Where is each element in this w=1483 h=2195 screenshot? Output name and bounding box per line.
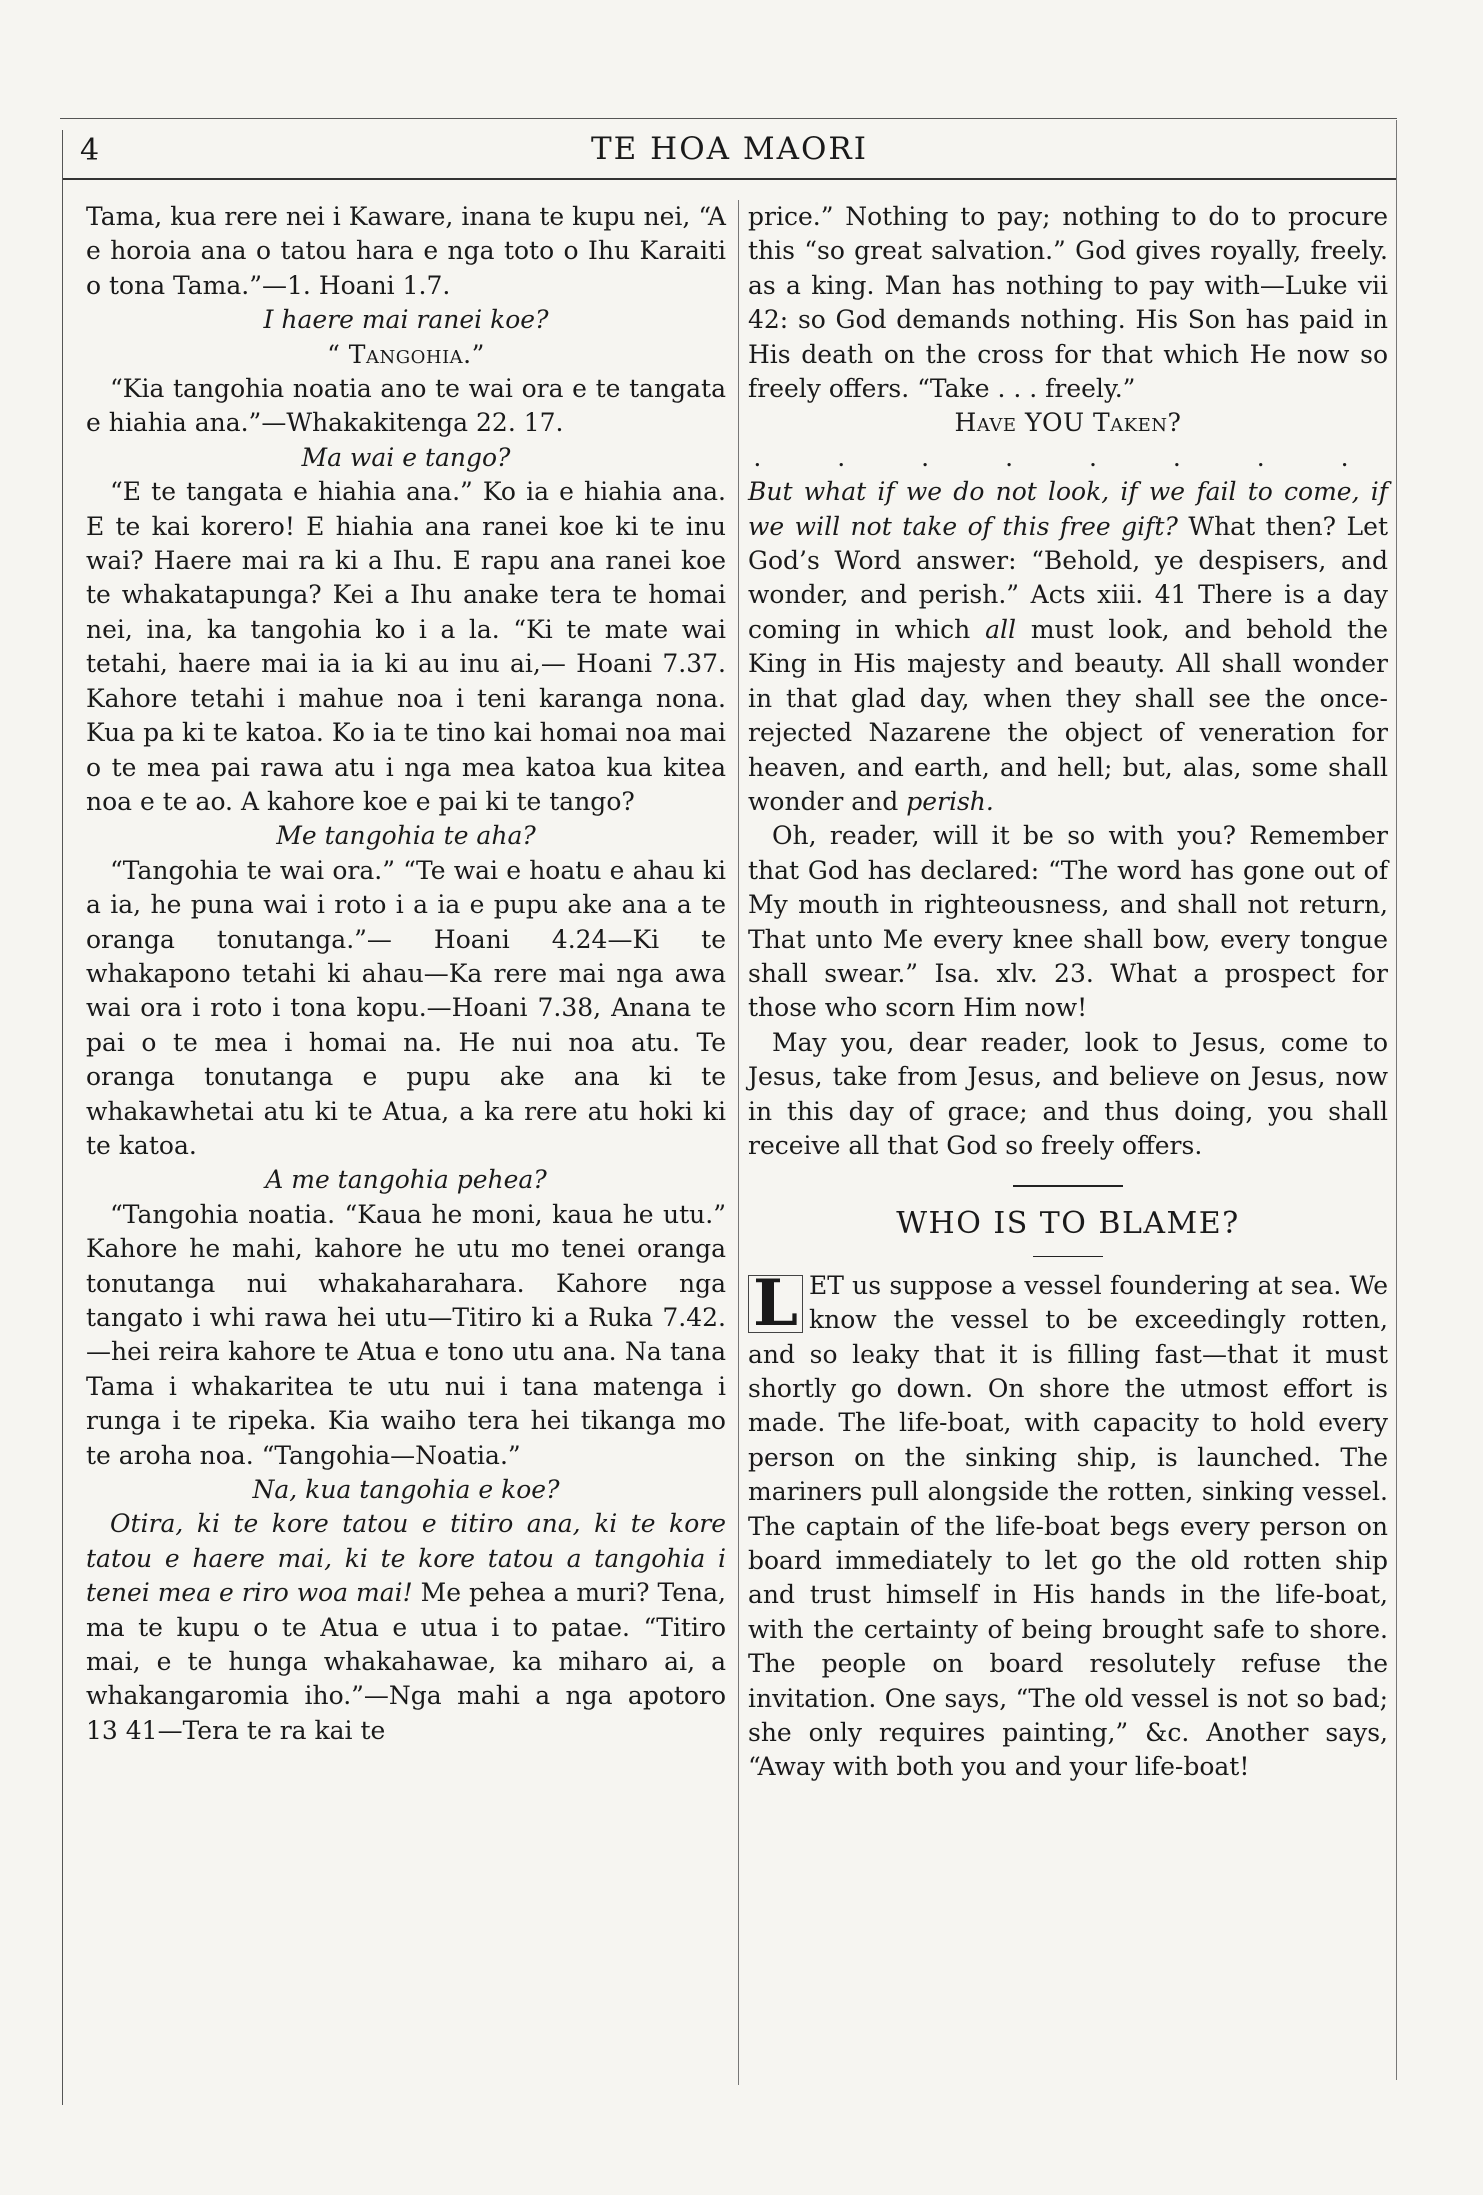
english-paragraph-2-rest: What then? Let God’s Word answer: “Behold, ye despisers, and wonder, and perish.” Acts xiii. 41 There is a day coming in which (748, 511, 1388, 644)
english-paragraph-5-text: ET us suppose a vessel foundering at sea. We know the vessel to be exceedingly rotten, and so leaky that it is filling fast—that it must shortly go down. On shore the utmost effort is made. The life-boat, with capacity to hold every person on the sinking ship, is launched. The mariners pull alongside the rotten, sinking vessel. The captain of the life-boat begs every person on board immediately to let go the old rotten ship and trust himself in His hands in the life-boat, with the certainty of being brought safe to shore. The people on board resolutely refuse the invitation. One says, “The old vessel is not so bad; she only requires painting,” &c. Another says, “Away with both you and your life-boat! (748, 1270, 1388, 1782)
left-column (86, 200, 726, 1748)
title-underline (1033, 1256, 1103, 1257)
english-paragraph-2-rest2: must look, and behold the King in His majesty and beauty. All shall wonder in that glad day, when they shall see the once-rejected Nazarene the object of veneration for heaven, and earth, and hell; but, alas, some shall wonder and (748, 614, 1388, 816)
maori-question-1: I haere mai ranei koe? (263, 305, 549, 335)
maori-paragraph-2: “Kia tangohia noatia ano te wai ora e te tangata e hiahia ana.”—Whakakitenga 22. 17. (86, 374, 726, 438)
maori-question-3: Me tangohia te aha? (276, 821, 536, 851)
subheading-have-you-taken: Have YOU Taken? (954, 408, 1182, 438)
left-margin-rule (62, 130, 63, 2105)
english-paragraph-5 (748, 1265, 1388, 1785)
english-paragraph-3: Oh, reader, will it be so with you? Remember that God has declared: “The word has gone out of My mouth in righteousness, and shall not return, That unto Me every knee shall bow, every tongue shall swear.” Isa. xlv. 23. What a prospect for those who scorn Him now! (748, 821, 1388, 1023)
running-title: TE HOA MAORI (591, 131, 868, 167)
maori-question-5: Na, kua tangohia e koe? (252, 1475, 560, 1505)
maori-paragraph-6-rest: Me pehea a muri? Tena, ma te kupu o te Atua e utua i to patae. “Titiro mai, e te hunga whakahawae, ka miharo ai, a whakangaromia iho.”—Nga mahi a nga apotoro 13 41—Tera te ra kai te (86, 1578, 726, 1745)
english-paragraph-2-italic: But what if we do not look, if we fail to come, if we will not take of this free gift? (748, 477, 1388, 541)
maori-subheading-tangohia: “ Tangohia.” (327, 339, 485, 369)
english-paragraph-4: May you, dear reader, look to Jesus, come to Jesus, take from Jesus, and believe on Jesus, now in this day of grace; and thus doing, you shall receive all that God so freely offers. (748, 1027, 1388, 1160)
english-paragraph-2 (748, 475, 1388, 819)
page-header (62, 125, 1397, 175)
top-border (60, 118, 1397, 119)
drop-cap-letter: L (748, 1275, 803, 1333)
column-divider (738, 200, 739, 2085)
maori-paragraph-3: “E te tangata e hiahia ana.” Ko ia e hiahia ana. E te kai korero! E hiahia ana ranei koe ki te inu wai? Haere mai ra ki a Ihu. E rapu ana ranei koe te whakatapunga? Kei a Ihu anake tera te homai nei, ina, ka tangohia ko i a la. “Ki te mate wai tetahi, haere mai ia ia ki au inu ai,— Hoani 7.37. Kahore tetahi i mahue noa i teni karanga nona. Kua pa ki te katoa. Ko ia te tino kai homai noa mai o te mea pai rawa atu i nga mea katoa kua kitea noa e te ao. A kahore koe e pai ki te tango? (86, 477, 726, 816)
english-paragraph-1: price.” Nothing to pay; nothing to do to procure this “so great salvation.” God gives royally, freely. as a king. Man has nothing to pay with—Luke vii 42: so God demands nothing. His Son has paid in His death on the cross for that which He now so freely offers. “Take . . . freely.” (748, 202, 1388, 404)
english-paragraph-2-all: all (985, 614, 1016, 644)
right-margin-rule (1396, 120, 1397, 2080)
header-rule (62, 178, 1397, 180)
maori-question-2: Ma wai e tango? (301, 442, 511, 472)
article-title-who-is-to-blame: WHO IS TO BLAME? (896, 1206, 1240, 1242)
maori-paragraph-6-italic: Otira, ki te kore tatou e titiro ana, ki te kore tatou e haere mai, ki te kore tatou a tangohia i tenei mea e riro woa mai! (86, 1509, 726, 1608)
maori-question-4: A me tangohia pehea? (265, 1165, 547, 1195)
right-column (748, 200, 1388, 1785)
maori-paragraph-5: “Tangohia noatia. “Kaua he moni, kaua he utu.” Kahore he mahi, kahore he utu mo tenei oranga tonutanga nui whakaharahara. Kahore nga tangato i whi rawa hei utu—Titiro ki a Ruka 7.42.—hei reira kahore te Atua e tono utu ana. Na tana Tama i whakaritea te utu nui i tana matenga i runga i te ripeka. Kia waiho tera hei tikanga mo te aroha noa. “Tangohia—Noatia.” (86, 1199, 726, 1470)
english-paragraph-2-perish: perish. (906, 786, 994, 816)
maori-paragraph-4: “Tangohia te wai ora.” “Te wai e hoatu e ahau ki a ia, he puna wai i roto i a ia e pupu ake ana a te oranga tonutanga.”— Hoani 4.24—Ki te whakapono tetahi ki ahau—Ka rere mai nga awa wai ora i roto i tona kopu.—Hoani 7.38, Anana te pai o te mea i homai na. He nui noa atu. Te oranga tonutanga e pupu ake ana ki te whakawhetai atu ki te Atua, a ka rere atu hoki ki te katoa. (86, 855, 726, 1160)
maori-paragraph-1: Tama, kua rere nei i Kaware, inana te kupu nei, “A e horoia ana o tatou hara e nga toto o Ihu Karaiti o tona Tama.”—1. Hoani 1.7. (86, 202, 726, 300)
dot-separator: . . . . . . . . (753, 442, 1383, 472)
maori-paragraph-6 (86, 1507, 726, 1748)
page-number: 4 (80, 133, 100, 168)
